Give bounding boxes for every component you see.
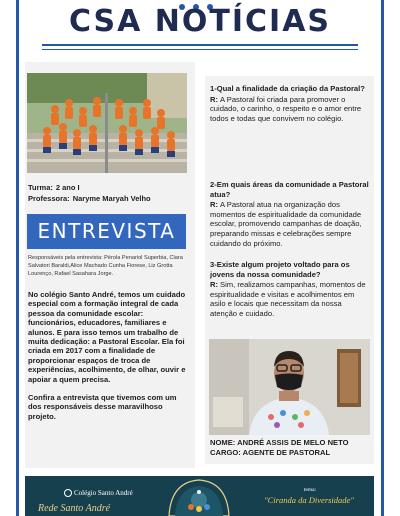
interviewers-credit: Responsáveis pela entrevista: Pérola Penariol Superbia, Clara Salvatori Baraldi,Alice Machado Cunha Fiorese, Liz Grotta Lourenço, Rafael Sasahara Jorge. [28,255,183,278]
school-logo-text: Colégio Santo André [74,489,133,497]
masthead-decoration [178,0,222,3]
article-intro [28,290,190,430]
interview-item [210,260,370,319]
masthead-rule [42,44,358,46]
interviewee-name: NOME: ANDRÉ ASSIS DE MELO NETO [210,438,349,447]
left-column [25,62,195,468]
answer-text: A Pastoral foi criada para promover o cuidado, o carinho, o respeito e o amor entre todos e todas que convivem no colégio. [210,94,362,123]
school-logo [64,487,134,499]
interviewee-caption [210,438,374,458]
footer-left-text: Rede Santo André [38,503,111,514]
answer-text: Sim, realizamos campanhas, momentos de espiritualidade e visitas e acolhimentos em asilo e locais que necessitam da nossa atenção e cuidado. [210,280,366,318]
intro-paragraph: Confira a entrevista que tivemos com um dos responsáveis desse maravilhoso projeto. [28,393,177,421]
class-professora [28,193,188,204]
answer-label: R: [210,280,219,290]
page-border-left [16,0,19,516]
interview-question: 1-Qual a finalidade da criação da Pastoral? [210,84,365,93]
interview-answer [210,200,370,248]
interview-question: 3-Existe algum projeto voltado para os jovens da nossa comunidade? [210,260,350,279]
professora-value: Naryme Maryah Velho [72,194,151,203]
footer-tema-label: tema: [303,487,317,493]
right-column [205,76,374,464]
interview-answer [210,95,370,124]
answer-text: A Pastoral atua na organização dos momentos de espiritualidade da comunidade escolar, promovendo campanhas de doação, preparando missas e celebrações sempre cuidando do próximo. [210,200,362,248]
professora-label: Professora: [28,194,70,203]
masthead [0,0,400,58]
class-turma [28,182,188,193]
interview-answer [210,280,370,318]
interview-question: 2-Em quais áreas da comunidade a Pastoral atua? [210,180,369,199]
interviewee-role: CARGO: AGENTE DE PASTORAL [210,448,331,457]
intro-paragraph: No colégio Santo André, temos um cuidado especial com a formação integral de cada pessoa da comunidade escolar: funcionários, educadores, familiares e alunos. E para isso temos um trabalho de muita dedicação: a Pastoral Escolar. Ela foi criada em 2017 com a finalidade de proporcionar espaços de troca de experiências, acolhimento, de olhar, ouvir e apoiar a quem precisa. [28,290,186,384]
turma-label: Turma: [28,183,53,192]
interview-item [210,84,370,123]
masthead-rule [42,49,358,50]
class-group-photo [27,73,187,173]
class-info [28,182,188,204]
page-border-right [381,0,384,516]
page-title: CSA NOTÍCIAS [68,4,332,39]
school-logo-icon [64,489,72,497]
interviewee-photo [209,339,370,435]
footer-tema-title: "Ciranda da Diversidade" [264,495,354,505]
footer-emblem-icon [165,476,233,516]
interview-item [210,180,370,248]
answer-label: R: [210,200,219,210]
turma-value: 2 ano I [55,183,80,192]
section-banner: ENTREVISTA [27,214,186,249]
answer-label: R: [210,94,219,104]
